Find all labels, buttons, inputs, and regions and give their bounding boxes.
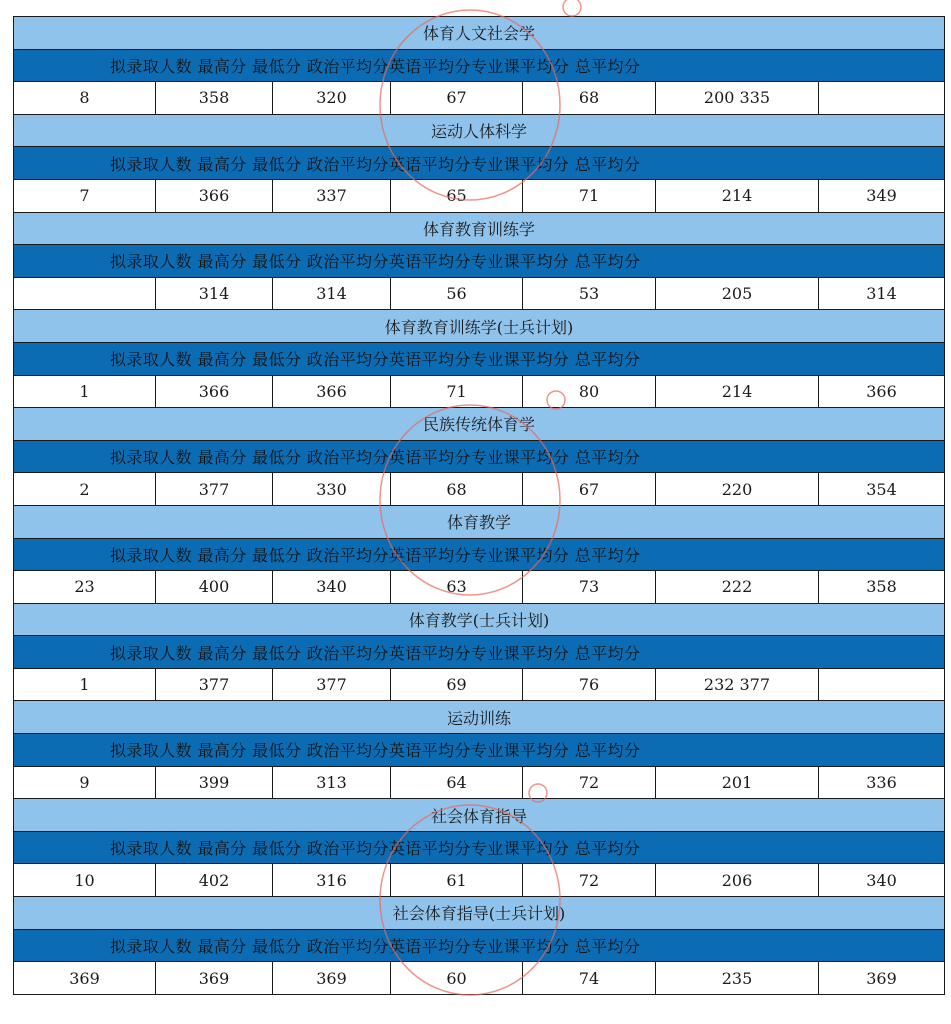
table-row <box>14 179 945 212</box>
section-title: 社会体育指导 <box>14 799 945 832</box>
table-cell: 369 <box>156 962 273 995</box>
column-header: 拟录取人数 最高分 最低分 政治平均分英语平均分专业课平均分 总平均分 <box>14 538 945 571</box>
table-cell: 354 <box>819 473 945 506</box>
column-header-row <box>14 245 945 278</box>
table-cell: 67 <box>523 473 656 506</box>
column-header-row <box>14 929 945 962</box>
column-header: 拟录取人数 最高分 最低分 政治平均分英语平均分专业课平均分 总平均分 <box>14 734 945 767</box>
section-title-row <box>14 701 945 734</box>
table-cell: 60 <box>391 962 523 995</box>
table-cell: 69 <box>391 668 523 701</box>
column-header-row <box>14 342 945 375</box>
table-cell: 67 <box>391 82 523 115</box>
table-cell: 23 <box>14 571 156 604</box>
column-header: 拟录取人数 最高分 最低分 政治平均分英语平均分专业课平均分 总平均分 <box>14 342 945 375</box>
section-title-row <box>14 505 945 538</box>
section-title-row <box>14 17 945 50</box>
table-cell: 63 <box>391 571 523 604</box>
table-cell: 369 <box>14 962 156 995</box>
section-title: 体育教学(士兵计划) <box>14 603 945 636</box>
table-cell: 220 <box>656 473 819 506</box>
table-row <box>14 571 945 604</box>
table-cell: 1 <box>14 668 156 701</box>
section-title: 社会体育指导(士兵计划) <box>14 897 945 930</box>
table-cell: 214 <box>656 375 819 408</box>
table-cell: 53 <box>523 277 656 310</box>
table-cell: 200 335 <box>656 82 819 115</box>
table-cell: 222 <box>656 571 819 604</box>
table-cell: 369 <box>819 962 945 995</box>
admission-scores-table <box>13 16 945 995</box>
table-cell: 80 <box>523 375 656 408</box>
table-cell: 8 <box>14 82 156 115</box>
table-cell: 336 <box>819 766 945 799</box>
table-cell: 366 <box>273 375 391 408</box>
table-cell: 214 <box>656 179 819 212</box>
table-cell: 337 <box>273 179 391 212</box>
table-cell <box>14 277 156 310</box>
table-cell: 377 <box>156 668 273 701</box>
column-header-row <box>14 831 945 864</box>
table-cell: 330 <box>273 473 391 506</box>
table-row <box>14 82 945 115</box>
table-cell <box>819 82 945 115</box>
table-row <box>14 375 945 408</box>
table-cell: 7 <box>14 179 156 212</box>
column-header-row <box>14 636 945 669</box>
table-cell: 369 <box>273 962 391 995</box>
section-title-row <box>14 310 945 343</box>
table-row <box>14 766 945 799</box>
table-cell: 74 <box>523 962 656 995</box>
table-cell: 9 <box>14 766 156 799</box>
table-cell: 314 <box>156 277 273 310</box>
table-cell: 56 <box>391 277 523 310</box>
table-cell: 72 <box>523 766 656 799</box>
section-title: 体育教育训练学 <box>14 212 945 245</box>
section-title-row <box>14 603 945 636</box>
table-cell: 358 <box>819 571 945 604</box>
table-cell: 201 <box>656 766 819 799</box>
table-cell: 340 <box>819 864 945 897</box>
table-cell: 68 <box>523 82 656 115</box>
table-cell: 2 <box>14 473 156 506</box>
table-cell: 206 <box>656 864 819 897</box>
table-cell: 72 <box>523 864 656 897</box>
table-cell: 71 <box>523 179 656 212</box>
table-row <box>14 864 945 897</box>
table-cell: 314 <box>819 277 945 310</box>
section-title: 体育人文社会学 <box>14 17 945 50</box>
table-cell: 313 <box>273 766 391 799</box>
table-cell: 76 <box>523 668 656 701</box>
table-row <box>14 962 945 995</box>
section-title-row <box>14 799 945 832</box>
table-cell: 68 <box>391 473 523 506</box>
table-cell: 366 <box>156 375 273 408</box>
table-cell: 314 <box>273 277 391 310</box>
table-cell: 358 <box>156 82 273 115</box>
column-header-row <box>14 734 945 767</box>
section-title-row <box>14 408 945 441</box>
table-cell: 366 <box>819 375 945 408</box>
table-row <box>14 473 945 506</box>
table-cell: 316 <box>273 864 391 897</box>
column-header: 拟录取人数 最高分 最低分 政治平均分英语平均分专业课平均分 总平均分 <box>14 49 945 82</box>
table-cell: 10 <box>14 864 156 897</box>
section-title: 运动训练 <box>14 701 945 734</box>
table-cell: 320 <box>273 82 391 115</box>
section-title-row <box>14 897 945 930</box>
section-title: 体育教育训练学(士兵计划) <box>14 310 945 343</box>
table-cell: 349 <box>819 179 945 212</box>
table-cell: 400 <box>156 571 273 604</box>
table-row <box>14 668 945 701</box>
table-cell: 1 <box>14 375 156 408</box>
section-title-row <box>14 114 945 147</box>
table-cell: 340 <box>273 571 391 604</box>
table-cell: 61 <box>391 864 523 897</box>
table-row <box>14 277 945 310</box>
table-cell: 235 <box>656 962 819 995</box>
column-header: 拟录取人数 最高分 最低分 政治平均分英语平均分专业课平均分 总平均分 <box>14 831 945 864</box>
table-cell: 366 <box>156 179 273 212</box>
table-cell: 399 <box>156 766 273 799</box>
section-title: 体育教学 <box>14 505 945 538</box>
column-header-row <box>14 538 945 571</box>
section-title: 民族传统体育学 <box>14 408 945 441</box>
column-header-row <box>14 49 945 82</box>
admission-scores-document <box>13 16 944 995</box>
column-header: 拟录取人数 最高分 最低分 政治平均分英语平均分专业课平均分 总平均分 <box>14 245 945 278</box>
column-header: 拟录取人数 最高分 最低分 政治平均分英语平均分专业课平均分 总平均分 <box>14 147 945 180</box>
column-header: 拟录取人数 最高分 最低分 政治平均分英语平均分专业课平均分 总平均分 <box>14 636 945 669</box>
table-cell: 402 <box>156 864 273 897</box>
table-cell: 377 <box>273 668 391 701</box>
column-header: 拟录取人数 最高分 最低分 政治平均分英语平均分专业课平均分 总平均分 <box>14 929 945 962</box>
table-cell <box>819 668 945 701</box>
table-cell: 205 <box>656 277 819 310</box>
table-cell: 73 <box>523 571 656 604</box>
table-cell: 71 <box>391 375 523 408</box>
column-header-row <box>14 440 945 473</box>
column-header: 拟录取人数 最高分 最低分 政治平均分英语平均分专业课平均分 总平均分 <box>14 440 945 473</box>
table-cell: 64 <box>391 766 523 799</box>
table-cell: 377 <box>156 473 273 506</box>
section-title: 运动人体科学 <box>14 114 945 147</box>
column-header-row <box>14 147 945 180</box>
section-title-row <box>14 212 945 245</box>
table-cell: 65 <box>391 179 523 212</box>
table-cell: 232 377 <box>656 668 819 701</box>
